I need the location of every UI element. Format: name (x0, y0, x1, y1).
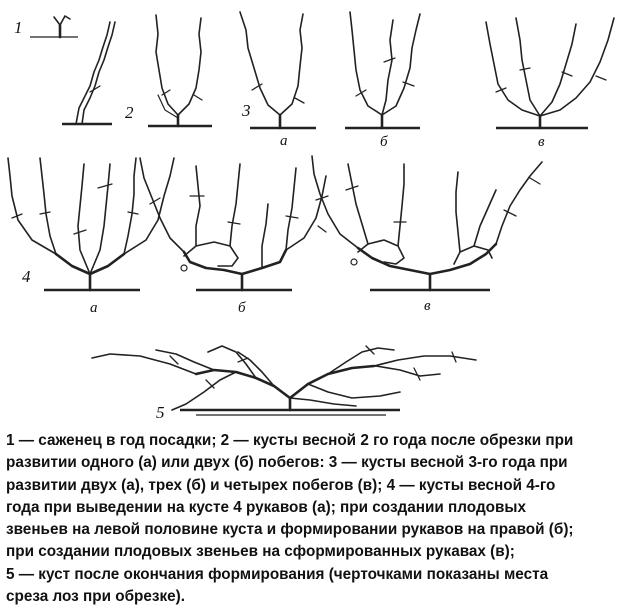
stage-2-two-shoots (148, 15, 212, 126)
label-stage-4: 4 (22, 267, 31, 286)
stage-4c-fruit-links-on-arms (312, 156, 542, 314)
stage-3b-three-shoots (345, 12, 420, 150)
caption-line: года при выведении на кусте 4 рукавов (а); при создании плодовых (6, 498, 526, 516)
label-stage-2: 2 (125, 103, 134, 122)
stage-3c-four-shoots (486, 18, 614, 150)
label-stage-3: 3 (242, 101, 251, 120)
label-stage-5: 5 (156, 403, 165, 420)
label-stage-3a: а (280, 133, 288, 149)
stage-5-finished-bush (92, 346, 476, 420)
caption-line: развитии одного (а) или двух (б) побегов: 3 — кусты весной 3-го года при (6, 454, 568, 472)
label-stage-4c: в (424, 298, 431, 314)
stage-1-seedling (14, 16, 78, 37)
caption-line: среза лоз при обрезке). (6, 588, 186, 606)
caption-line: звеньев на левой половине куста и формировании рукавов на правой (б); (6, 521, 574, 539)
label-stage-1: 1 (14, 18, 23, 37)
label-stage-4a: а (90, 300, 98, 316)
caption-line: развитии двух (а), трех (б) и четырех побегов (в); 4 — кусты весной 4-го (6, 476, 556, 494)
label-stage-4b: б (238, 300, 246, 316)
label-stage-3b: б (380, 134, 388, 150)
figure-caption (6, 430, 634, 608)
stage-4a-four-arms (8, 158, 174, 316)
label-stage-3c: в (538, 134, 545, 150)
caption-line: 1 — саженец в год посадки; 2 — кусты весной 2 го года после обрезки при (6, 432, 574, 449)
caption-line: 5 — куст после окончания формирования (черточками показаны места (6, 565, 549, 583)
caption-line: при создании плодовых звеньев на сформированных рукавах (в); (6, 543, 515, 561)
stage-3a-two-shoots (240, 12, 316, 149)
